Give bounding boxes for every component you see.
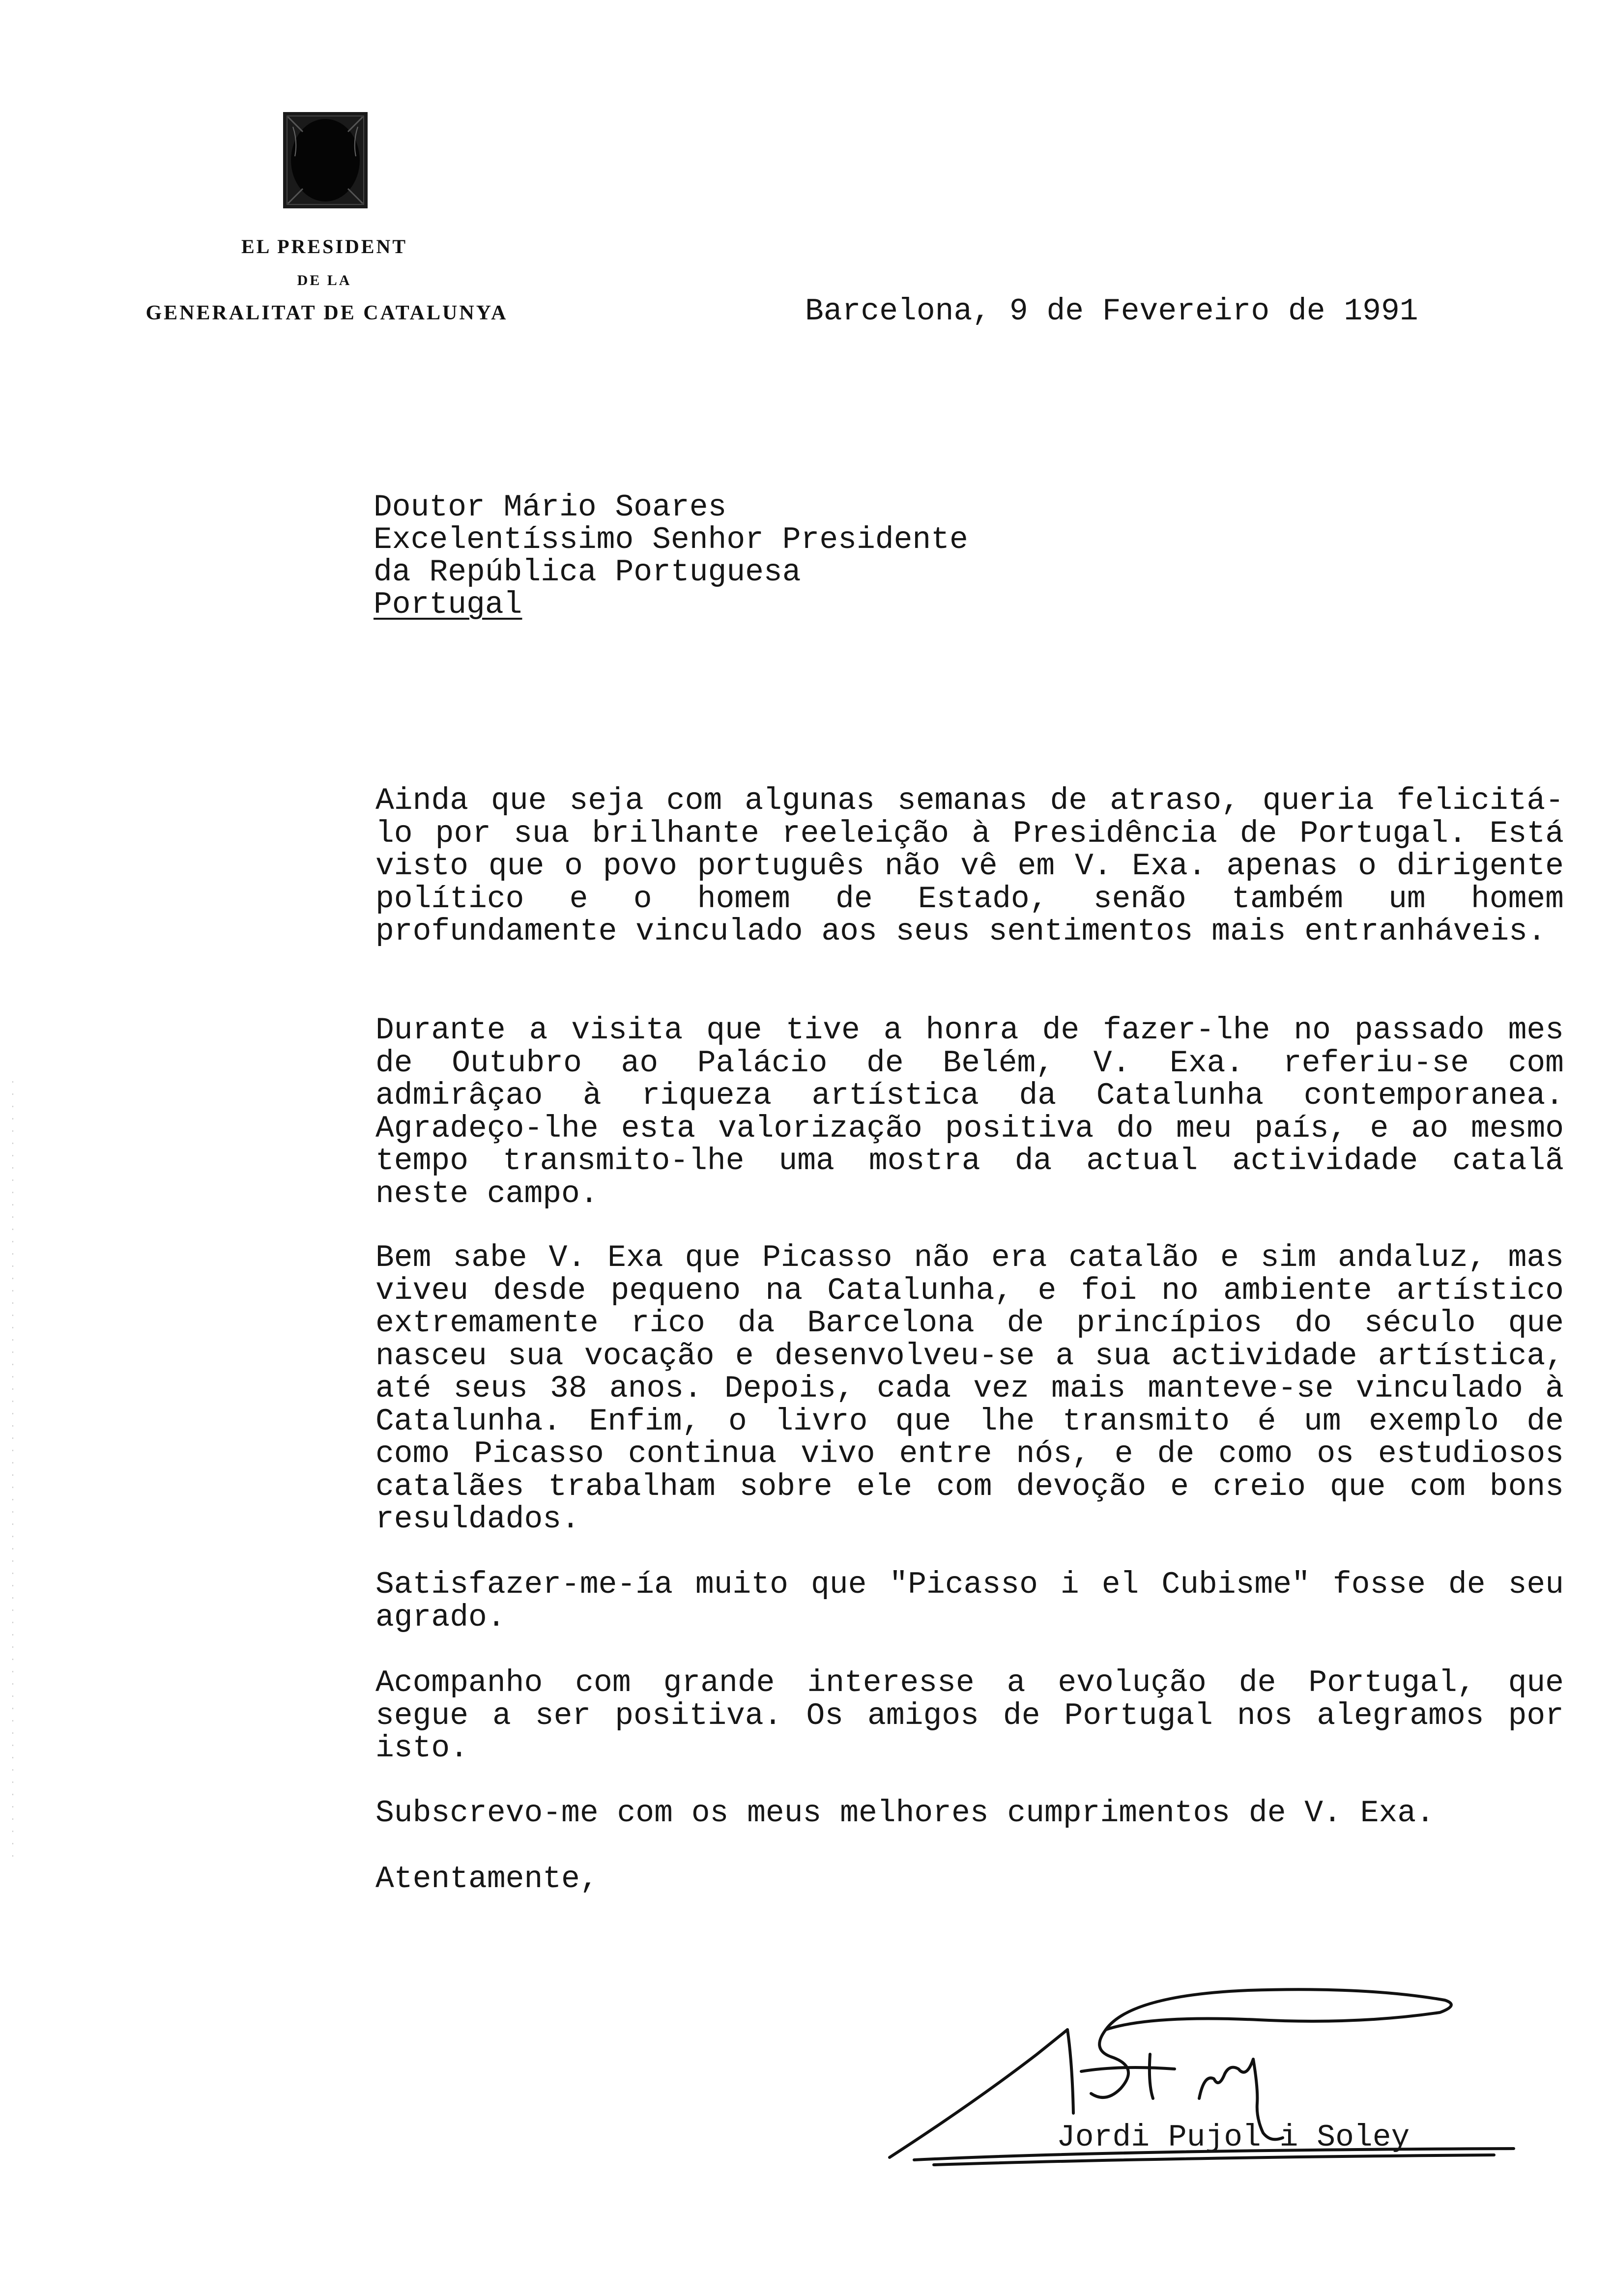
body-paragraph-1: Ainda que seja com algunas semanas de atraso, queria felicitá-lo por sua brilhante reeleição à Presidência de Portugal. Está visto que o povo português não vê em V. Exa. apenas o dirigente político e o homem de Estado, senão também um homem profundamente vinculado aos seus sentimentos mais entranháveis. [375, 783, 1564, 949]
body-paragraph-4: Satisfazer-me-ía muito que "Picasso i el Cubisme" fosse de seu agrado. [375, 1567, 1564, 1635]
recipient-address [374, 491, 968, 621]
generalitat-emblem-icon [283, 112, 368, 208]
letterhead-line-2: DE LA [297, 272, 352, 288]
margin-dots [12, 1081, 14, 1867]
valediction: Atentamente, [375, 1862, 599, 1896]
recipient-name: Doutor Mário Soares [374, 490, 727, 525]
recipient-institution: da República Portuguesa [374, 555, 801, 590]
letterhead-line-1: EL PRESIDENT [241, 235, 408, 258]
body-paragraph-5: Acompanho com grande interesse a evolução de Portugal, que segue a ser positiva. Os amigos de Portugal nos alegramos por isto. [375, 1665, 1564, 1766]
signer-name: Jordi Pujol i Soley [1057, 2120, 1410, 2155]
letter-date: Barcelona, 9 de Fevereiro de 1991 [805, 294, 1418, 329]
body-paragraph-3: Bem sabe V. Exa que Picasso não era catalão e sim andaluz, mas viveu desde pequeno na Catalunha, e foi no ambiente artístico extremamente rico da Barcelona de princípios do século que nasceu sua vocação e desenvolveu-se a sua actividade artística, até seus 38 anos. Depois, cada vez mais manteve-se vinculado à Catalunha. Enfim, o livro que lhe transmito é um exemplo de como Picasso continua vivo entre nós, e de como os estudiosos catalães trabalham sobre ele com devoção e creio que com bons resuldados. [375, 1240, 1564, 1537]
recipient-country: Portugal [374, 587, 522, 622]
body-paragraph-2: Durante a visita que tive a honra de fazer-lhe no passado mes de Outubro ao Palácio de Belém, V. Exa. referiu-se com admirâçao à riqueza artística da Catalunha contemporanea. Agradeço-lhe esta valorização positiva do meu país, e ao mesmo tempo transmito-lhe uma mostra da actual actividade catalã neste campo. [375, 1013, 1564, 1211]
closing-line: Subscrevo-me com os meus melhores cumprimentos de V. Exa. [375, 1796, 1435, 1831]
letterhead-line-3: GENERALITAT DE CATALUNYA [145, 302, 508, 324]
recipient-title: Excelentíssimo Senhor Presidente [374, 522, 968, 557]
